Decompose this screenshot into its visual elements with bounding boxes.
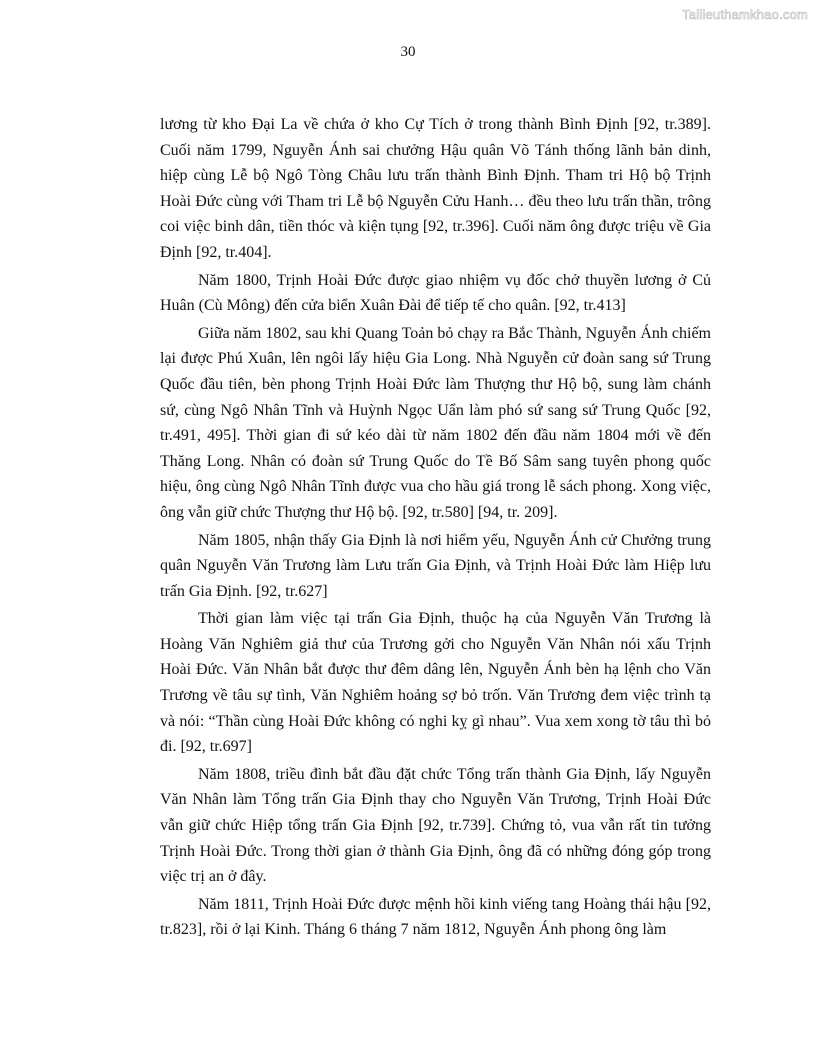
watermark-text: Tailieuthamkhao.com [682, 7, 808, 22]
paragraph: Thời gian làm việc tại trấn Gia Định, thuộc hạ của Nguyễn Văn Trương là Hoàng Văn Nghiêm giả thư của Trương gởi cho Nguyễn Văn Nhân nói xấu Trịnh Hoài Đức. Văn Nhân bắt được thư đêm dâng lên, Nguyễn Ánh bèn hạ lệnh cho Văn Trương về tâu sự tình, Văn Nghiêm hoảng sợ bỏ trốn. Văn Trương đem việc trình tạ và nói: “Thần cùng Hoài Đức không có nghi kỵ gì nhau”. Vua xem xong tờ tâu thì bỏ đi. [92, tr.697] [160, 610, 711, 756]
paragraph: lương từ kho Đại La về chứa ở kho Cự Tích ở trong thành Bình Định [92, tr.389]. Cuối năm 1799, Nguyễn Ánh sai chưởng Hậu quân Võ Tánh thống lãnh bản dinh, hiệp cùng Lễ bộ Ngô Tòng Châu lưu trấn thành Bình Định. Tham tri Hộ bộ Trịnh Hoài Đức cùng với Tham tri Lễ bộ Nguyễn Cửu Hanh… đều theo lưu trấn thần, trông coi việc binh dân, tiền thóc và kiện tụng [92, tr.396]. Cuối năm ông được triệu về Gia Định [92, tr.404]. [160, 116, 711, 261]
paragraph: Giữa năm 1802, sau khi Quang Toản bỏ chạy ra Bắc Thành, Nguyễn Ánh chiếm lại được Phú Xuân, lên ngôi lấy hiệu Gia Long. Nhà Nguyễn cử đoàn sang sứ Trung Quốc đầu tiên, bèn phong Trịnh Hoài Đức làm Thượng thư Hộ bộ, sung làm chánh sứ, cùng Ngô Nhân Tĩnh và Huỳnh Ngọc Uẩn làm phó sứ sang sứ Trung Quốc [92, tr.491, 495]. Thời gian đi sứ kéo dài từ năm 1802 đến đầu năm 1804 mới về đến Thăng Long. Nhân có đoàn sứ Trung Quốc do Tề Bố Sâm sang tuyên phong quốc hiệu, ông cùng Ngô Nhân Tĩnh được vua cho hầu giá trong lễ sách phong. Xong việc, ông vẫn giữ chức Thượng thư Hộ bộ. [92, tr.580] [94, tr. 209]. [160, 324, 711, 521]
body-text [160, 112, 711, 945]
paragraph: Năm 1808, triều đình bắt đầu đặt chức Tổng trấn thành Gia Định, lấy Nguyễn Văn Nhân làm Tổng trấn Gia Định thay cho Nguyễn Văn Trương, Trịnh Hoài Đức vẫn giữ chức Hiệp tổng trấn Gia Định [92, tr.739]. Chứng tỏ, vua vẫn rất tin tưởng Trịnh Hoài Đức. Trong thời gian ở thành Gia Định, ông đã có những đóng góp trong việc trị an ở đây. [160, 765, 711, 886]
page-number: 30 [400, 44, 416, 60]
paragraph: Năm 1811, Trịnh Hoài Đức được mệnh hồi kinh viếng tang Hoàng thái hậu [92, tr.823], rồi ở lại Kinh. Tháng 6 tháng 7 năm 1812, Nguyễn Ánh phong ông làm [160, 895, 711, 939]
paragraph: Năm 1800, Trịnh Hoài Đức được giao nhiệm vụ đốc chở thuyền lương ở Củ Huân (Cù Mông) đến cửa biển Xuân Đài để tiếp tế cho quân. [92, tr.413] [160, 271, 711, 315]
paragraph: Năm 1805, nhận thấy Gia Định là nơi hiểm yếu, Nguyễn Ánh cử Chưởng trung quân Nguyễn Văn Trương làm Lưu trấn Gia Định, và Trịnh Hoài Đức làm Hiệp lưu trấn Gia Định. [92, tr.627] [160, 531, 711, 600]
